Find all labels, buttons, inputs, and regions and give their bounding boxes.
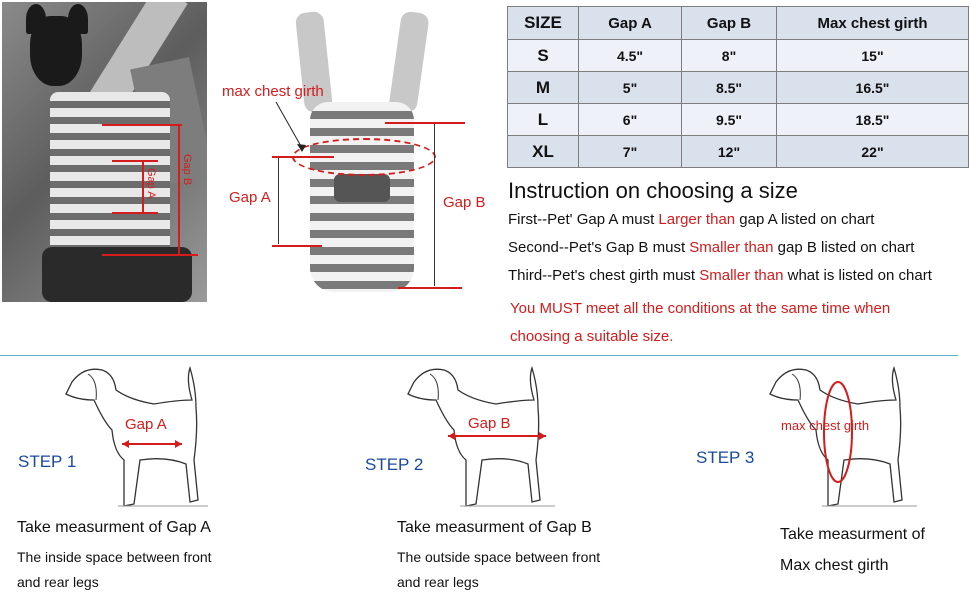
step-1-label: STEP 1 [18, 452, 77, 471]
step-2-title: Take measurment of Gap B [397, 519, 592, 536]
chest-girth-cell: 18.5" [777, 104, 969, 136]
dog-in-carrier-photo [2, 2, 207, 302]
header-gap-b: Gap B [682, 7, 777, 40]
step-1-desc-line-1: The inside space between front [17, 549, 212, 565]
gap-a-label: Gap A [229, 189, 271, 206]
table-row [508, 104, 969, 136]
gap-b-bottom-line [398, 287, 462, 289]
instruction-text: gap B listed on chart [773, 239, 915, 256]
photo-gap-b-top-line [102, 124, 182, 126]
photo-gap-a-arrow [142, 160, 144, 212]
gap-a-cell: 5" [579, 72, 682, 104]
dog-ear-right [68, 4, 88, 34]
gap-a-arrow [278, 158, 279, 244]
step-2-label: STEP 2 [365, 455, 424, 474]
size-cell: L [508, 104, 579, 136]
photo-gap-a-top-line [112, 160, 158, 162]
step-2-desc-line-2: and rear legs [397, 574, 479, 590]
instruction-text: what is listed on chart [783, 267, 932, 284]
photo-gap-b-label: Gap B [181, 154, 193, 186]
dog-sketch-step-3 [762, 360, 922, 518]
gap-a-cell: 7" [579, 136, 682, 168]
step-2-gap-b-label: Gap B [468, 415, 511, 432]
table-row [508, 136, 969, 168]
header-size: SIZE [508, 7, 579, 40]
table-row [508, 40, 969, 72]
step-2-desc-line-1: The outside space between front [397, 549, 601, 565]
instruction-emphasis: Smaller than [699, 267, 784, 284]
instruction-line-2 [508, 239, 914, 256]
step-3-chest-girth-label: max chest girth [781, 418, 870, 433]
instruction-line-1 [508, 211, 874, 228]
chest-girth-cell: 15" [777, 40, 969, 72]
gap-b-cell: 9.5" [682, 104, 777, 136]
step-1-gap-a-label: Gap A [125, 416, 167, 433]
header-gap-a: Gap A [579, 7, 682, 40]
instruction-text: Third--Pet's chest girth must [508, 267, 700, 284]
table-row [508, 72, 969, 104]
max-chest-girth-label: max chest girth [222, 83, 324, 100]
chest-girth-cell: 22" [777, 136, 969, 168]
step-3-title-line-2: Max chest girth [780, 557, 889, 574]
section-divider [0, 355, 958, 356]
instruction-title: Instruction on choosing a size [508, 178, 798, 203]
step-3-label: STEP 3 [696, 448, 755, 467]
size-cell: XL [508, 136, 579, 168]
header-max-chest-girth: Max chest girth [777, 7, 969, 40]
instruction-emphasis: Larger than [658, 211, 736, 228]
must-meet-warning-line-2: choosing a suitable size. [510, 328, 674, 345]
step-1-title: Take measurment of Gap A [17, 519, 211, 536]
gap-b-top-line [385, 122, 465, 124]
instruction-line-3 [508, 267, 932, 284]
gap-a-cell: 6" [579, 104, 682, 136]
instruction-emphasis: Smaller than [689, 239, 774, 256]
dog-sketch-step-2 [400, 360, 560, 518]
table-header-row [508, 7, 969, 40]
gap-b-cell: 8.5" [682, 72, 777, 104]
instruction-text: gap A listed on chart [735, 211, 875, 228]
gap-b-cell: 12" [682, 136, 777, 168]
must-meet-warning-line-1: You MUST meet all the conditions at the same time when [510, 300, 891, 317]
step-3-title: Take measurment of [780, 526, 925, 543]
dog-ear-left [26, 4, 46, 34]
size-cell: M [508, 72, 579, 104]
size-chart-table [507, 6, 969, 168]
gap-a-bottom-line [272, 245, 322, 247]
carrier-front-window [334, 174, 390, 202]
photo-gap-b-bottom-line [102, 254, 198, 256]
photo-gap-b-arrow [178, 124, 180, 254]
gap-b-label: Gap B [443, 194, 486, 211]
chest-girth-pointer-arrow [270, 100, 310, 156]
gap-b-cell: 8" [682, 40, 777, 72]
gap-b-arrow [434, 124, 435, 286]
gap-a-cell: 4.5" [579, 40, 682, 72]
step-1-desc-line-2: and rear legs [17, 574, 99, 590]
size-cell: S [508, 40, 579, 72]
instruction-text: Second--Pet's Gap B must [508, 239, 690, 256]
chest-girth-cell: 16.5" [777, 72, 969, 104]
instruction-text: First--Pet' Gap A must [508, 211, 659, 228]
gap-a-top-line [272, 156, 334, 158]
photo-gap-a-label: Gap A [145, 168, 157, 199]
photo-gap-a-bottom-line [112, 212, 158, 214]
dog-sketch-step-1 [58, 360, 208, 518]
